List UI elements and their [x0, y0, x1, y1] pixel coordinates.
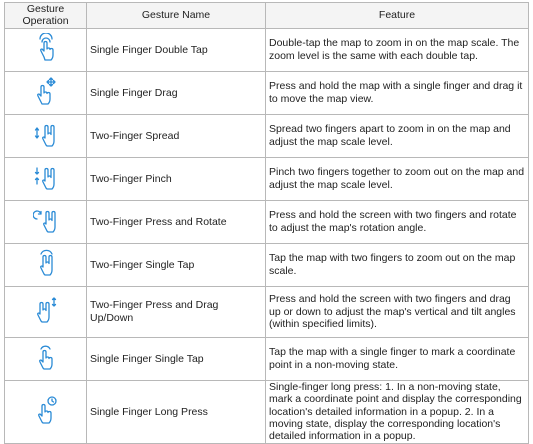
table-row	[5, 286, 529, 337]
tilt-icon	[33, 295, 59, 325]
table-row	[5, 243, 529, 286]
table-row	[5, 114, 529, 157]
header-gesture-operation: Gesture Operation	[5, 3, 87, 29]
feature-cell: Press and hold the screen with two fingers and rotate to adjust the map's rotation angle.	[266, 200, 529, 243]
gesture-name-cell: Two-Finger Single Tap	[87, 243, 266, 286]
gesture-name-cell: Single Finger Long Press	[87, 380, 266, 443]
gesture-table	[4, 2, 529, 444]
gesture-name-cell: Single Finger Drag	[87, 71, 266, 114]
gesture-operation-cell	[5, 380, 87, 443]
gesture-name-cell: Two-Finger Press and Rotate	[87, 200, 266, 243]
two-finger-tap-icon	[33, 248, 59, 278]
gesture-operation-cell	[5, 286, 87, 337]
feature-cell: Single-finger long press: 1. In a non-moving state, mark a coordinate point and display the corresponding location's detailed information in a popup. 2. In a moving state, display the corresponding location's detailed information in a popup.	[266, 380, 529, 443]
table-row	[5, 157, 529, 200]
feature-cell: Spread two fingers apart to zoom in on the map and adjust the map scale level.	[266, 114, 529, 157]
gesture-name-cell: Single Finger Single Tap	[87, 337, 266, 380]
gesture-operation-cell	[5, 114, 87, 157]
spread-icon	[33, 119, 59, 149]
header-gesture-name: Gesture Name	[87, 3, 266, 29]
single-tap-icon	[33, 342, 59, 372]
double-tap-icon	[33, 33, 59, 63]
long-press-icon	[33, 395, 59, 425]
gesture-name-cell: Two-Finger Press and Drag Up/Down	[87, 286, 266, 337]
table-row	[5, 380, 529, 443]
gesture-operation-cell	[5, 337, 87, 380]
gesture-name-cell: Single Finger Double Tap	[87, 28, 266, 71]
gesture-operation-cell	[5, 200, 87, 243]
rotate-icon	[33, 205, 59, 235]
gesture-name-cell: Two-Finger Pinch	[87, 157, 266, 200]
gesture-operation-cell	[5, 243, 87, 286]
table-row	[5, 28, 529, 71]
gesture-name-cell: Two-Finger Spread	[87, 114, 266, 157]
gesture-operation-cell	[5, 71, 87, 114]
feature-cell: Press and hold the screen with two fingers and drag up or down to adjust the map's vertical and tilt angles (within specified limits).	[266, 286, 529, 337]
header-row	[5, 3, 529, 29]
gesture-operation-cell	[5, 28, 87, 71]
feature-cell: Tap the map with a single finger to mark a coordinate point in a non-moving state.	[266, 337, 529, 380]
table-row	[5, 337, 529, 380]
feature-cell: Press and hold the map with a single finger and drag it to move the map view.	[266, 71, 529, 114]
feature-cell: Tap the map with two fingers to zoom out on the map scale.	[266, 243, 529, 286]
gesture-operation-cell	[5, 157, 87, 200]
feature-cell: Pinch two fingers together to zoom out on the map and adjust the map scale level.	[266, 157, 529, 200]
header-feature: Feature	[266, 3, 529, 29]
table-row	[5, 200, 529, 243]
table-row	[5, 71, 529, 114]
feature-cell: Double-tap the map to zoom in on the map scale. The zoom level is the same with each double tap.	[266, 28, 529, 71]
drag-icon	[33, 76, 59, 106]
pinch-icon	[33, 162, 59, 192]
